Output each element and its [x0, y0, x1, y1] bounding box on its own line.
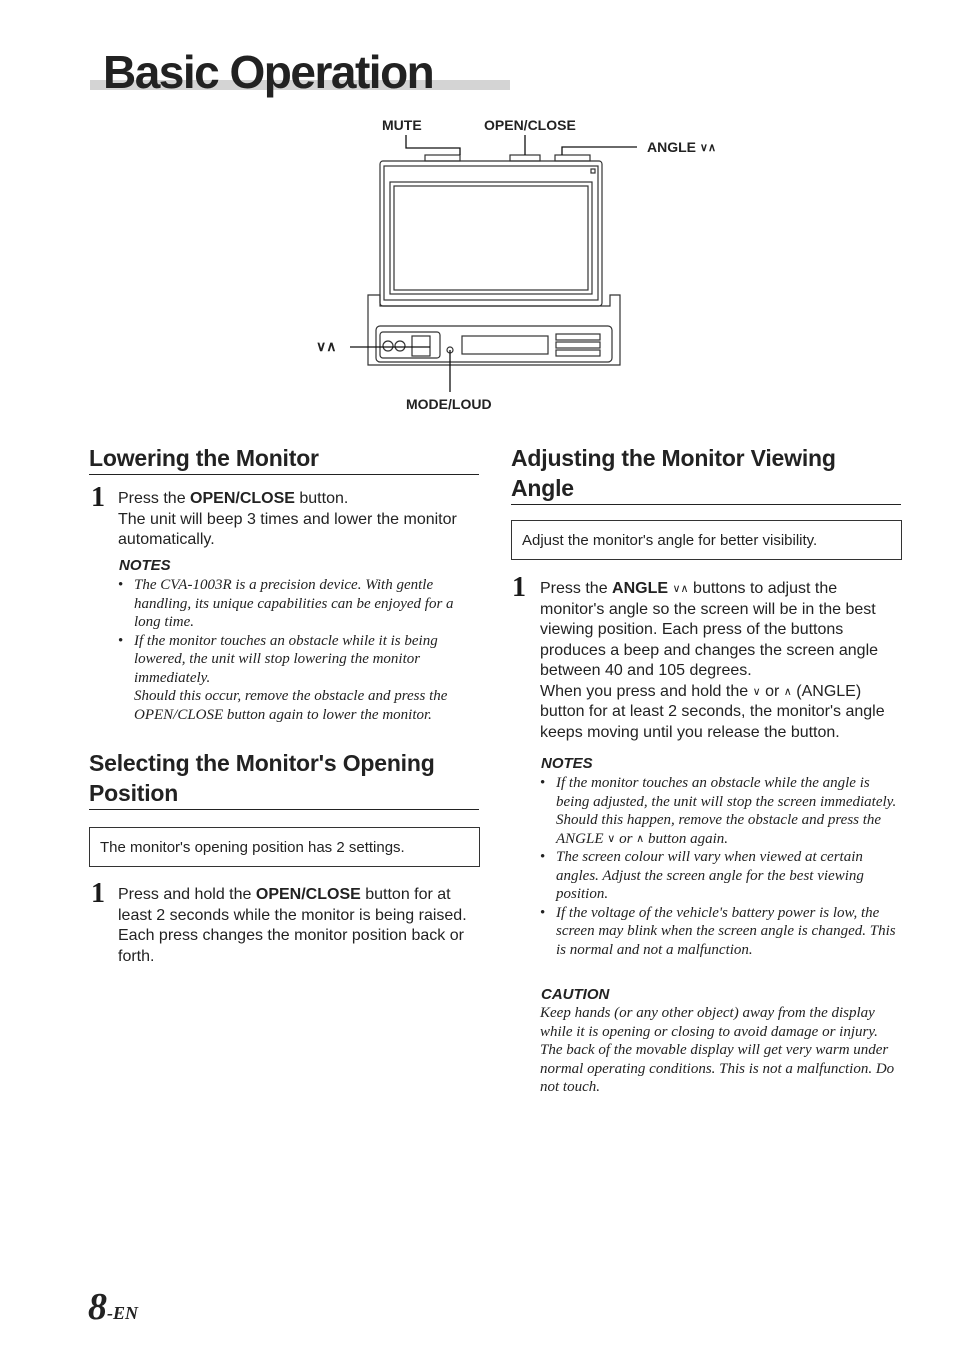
info-box: The monitor's opening position has 2 settings. — [89, 827, 480, 867]
adjusting-step-text — [540, 579, 902, 743]
down-arrow-icon: ∨ — [607, 832, 616, 845]
step-text: The unit will beep 3 times and lower the monitor automatically. — [118, 510, 457, 548]
monitor-diagram — [300, 110, 740, 420]
heading-line: Angle — [511, 475, 574, 501]
step-text: (ANGLE) button for at least 2 seconds, the monitor's angle keeps moving until you release the button. — [540, 682, 885, 741]
up-arrow-icon: ∧ — [783, 685, 792, 698]
lowering-notes-list — [118, 576, 474, 724]
step-text: When you press and hold the — [540, 682, 753, 700]
section-rule — [89, 474, 479, 475]
note-item: • The screen colour will vary when viewed at certain angles. Adjust the screen angle for the best viewing position. — [540, 848, 900, 904]
monitor-illustration — [300, 110, 740, 420]
open-close-button-shape — [510, 155, 540, 161]
page-title: Basic Operation — [103, 46, 434, 98]
note-text: If the monitor touches an obstacle while the angle is being adjusted, the unit will stop the screen immediately. — [556, 775, 897, 810]
heading-line: Position — [89, 780, 179, 806]
angle-label-text: ANGLE — [647, 139, 696, 155]
note-text: button again. — [644, 830, 728, 847]
note-text: Should this occur, remove the obstacle and press the OPEN/CLOSE button again to lower the monitor. — [134, 688, 448, 723]
angle-down-up-icon: ∨∧ — [699, 142, 716, 154]
page-number — [88, 1285, 138, 1329]
angle-label — [647, 139, 716, 155]
caution-heading: CAUTION — [541, 986, 610, 1003]
up-arrow-icon: ∧ — [636, 832, 645, 845]
step-number: 1 — [91, 878, 105, 909]
lowering-step-text — [118, 489, 483, 551]
note-text: or — [615, 830, 637, 847]
step-text: buttons to adjust the monitor's angle so the screen will be in the best viewing position. Each press of the buttons produces a beep and changes the screen angle between 40 and 105 degrees. — [540, 580, 879, 679]
section-rule — [511, 504, 901, 505]
note-text: If the monitor touches an obstacle while it is being lowered, the unit will stop lowering the monitor immediately. — [134, 632, 438, 686]
step-text: or — [760, 682, 784, 700]
mute-button-shape — [425, 155, 460, 161]
notes-heading: NOTES — [119, 557, 171, 574]
step-text: button for at least 2 seconds while the monitor is being raised. Each press changes the monitor position back or forth. — [118, 886, 467, 965]
section-heading-selecting — [89, 748, 435, 808]
mute-label: MUTE — [382, 117, 422, 133]
open-close-label: OPEN/CLOSE — [484, 117, 576, 133]
page-language-suffix: -EN — [107, 1303, 138, 1323]
angle-down-up-icon: ∨∧ — [672, 583, 689, 595]
step-number: 1 — [512, 572, 526, 603]
adjusting-notes-list — [540, 774, 900, 959]
heading-line: Selecting the Monitor's Opening — [89, 750, 435, 776]
note-item — [118, 632, 474, 725]
section-heading-lowering: Lowering the Monitor — [89, 445, 319, 471]
mode-loud-label: MODE/LOUD — [406, 396, 492, 412]
step-text: button. — [294, 490, 349, 507]
down-up-arrow-icon: ∨∧ — [316, 338, 337, 354]
selecting-step-text — [118, 885, 483, 967]
open-close-button-ref: OPEN/CLOSE — [190, 490, 295, 507]
angle-button-shape — [555, 155, 590, 161]
open-close-button-ref: OPEN/CLOSE — [255, 886, 361, 903]
note-item: • The CVA-1003R is a precision device. With gentle handling, its unique capabilities can be enjoyed for a long time. — [118, 576, 474, 632]
note-text: Should this happen, remove the obstacle and press the ANGLE — [556, 812, 882, 847]
caution-text: Keep hands (or any other object) away from the display while it is opening or closing to avoid damage or injury. The back of the movable display will get very warm under normal operating conditions. This is not a malfunction. Do not touch. — [540, 1005, 895, 1095]
step-number: 1 — [91, 482, 105, 513]
section-heading-adjusting — [511, 443, 836, 503]
info-box: Adjust the monitor's angle for better visibility. — [511, 520, 902, 560]
step-text: Press and hold the — [118, 886, 256, 903]
note-item — [540, 774, 900, 848]
note-item: • If the voltage of the vehicle's battery power is low, the screen may blink when the screen angle is changed. This is normal and not a malfunction. — [540, 904, 900, 960]
notes-heading: NOTES — [541, 755, 593, 772]
step-text: Press the — [118, 490, 191, 507]
angle-button-ref: ANGLE — [612, 580, 669, 597]
heading-line: Adjusting the Monitor Viewing — [511, 445, 836, 471]
page-number-value: 8 — [88, 1286, 107, 1328]
down-arrow-icon: ∨ — [752, 685, 761, 698]
step-text: Press the — [540, 580, 613, 597]
section-rule — [89, 809, 479, 810]
